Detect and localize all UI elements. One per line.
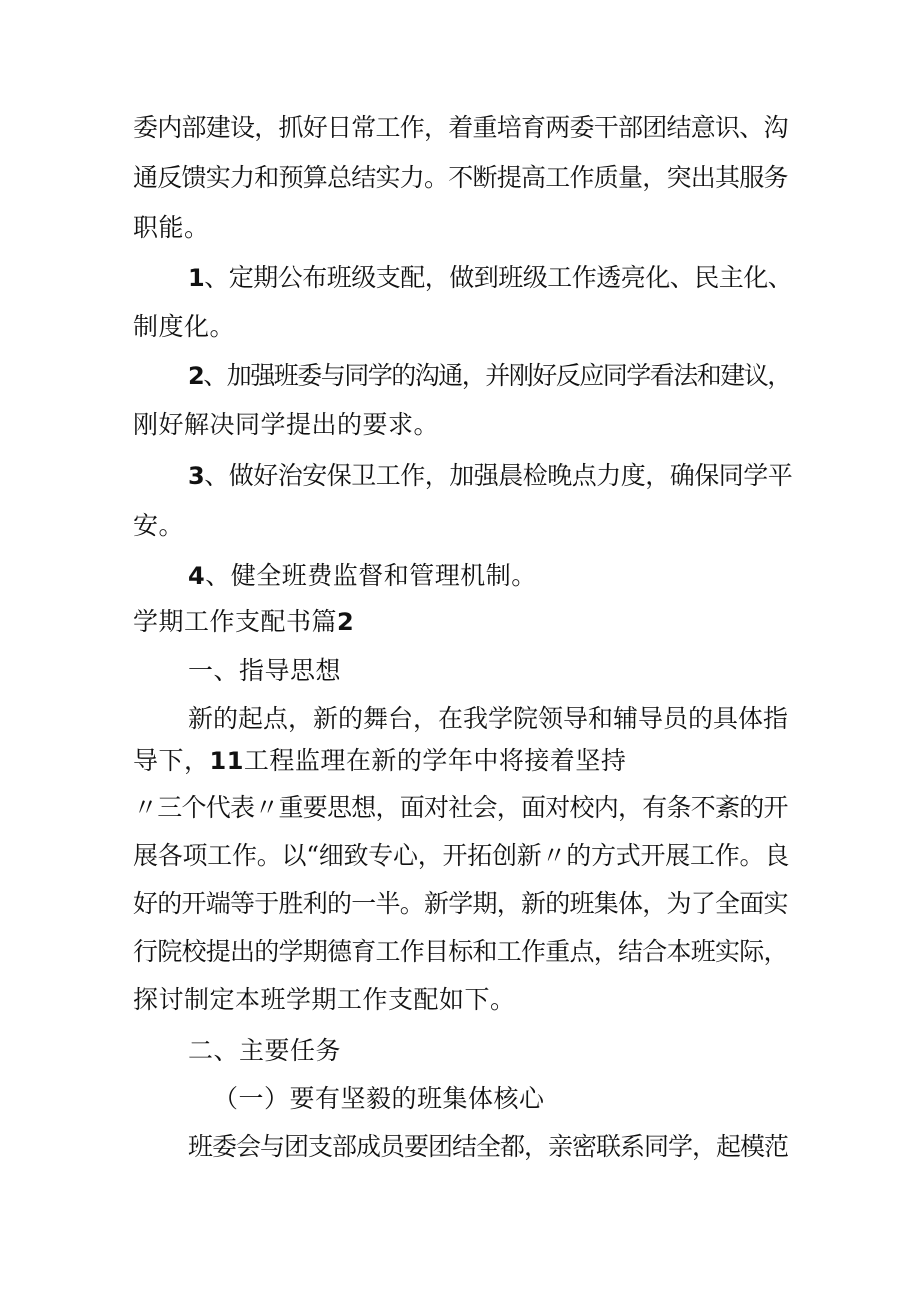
paragraph-line	[133, 410, 439, 440]
line-text: 职能。	[133, 213, 210, 242]
paragraph-line	[133, 163, 788, 193]
list-number: 1	[188, 264, 205, 292]
heading-text: 二、主要任务	[188, 1036, 342, 1065]
line-text: 、定期公布班级支配，做到班级工作透亮化、民主化、	[204, 263, 793, 292]
list-number: 4	[188, 562, 206, 590]
list-item-2	[188, 361, 791, 391]
line-text: 、做好治安保卫工作，加强晨检晚点力度，确保同学平	[204, 461, 793, 490]
paragraph-line	[133, 889, 788, 919]
line-text: 安。	[133, 511, 185, 540]
heading-number: 2	[337, 608, 355, 636]
inline-number: 11	[209, 747, 244, 775]
line-text: 委内部建设，抓好日常工作，着重培育两委干部团结意识、沟	[133, 113, 788, 142]
heading-text: 一、指导思想	[188, 656, 342, 685]
paragraph-line	[188, 1132, 788, 1162]
line-text: 导下，	[133, 746, 210, 775]
paragraph-line	[133, 937, 788, 967]
line-text: 新的起点，新的舞台，在我学院领导和辅导员的具体指	[188, 704, 789, 733]
line-text: 通反馈实力和预算总结实力。不断提高工作质量，突出其服务	[133, 163, 788, 192]
subheading-guiding-thought	[188, 656, 341, 686]
list-item-4	[188, 561, 537, 591]
paragraph-line	[133, 841, 789, 871]
line-text: 探讨制定本班学期工作支配如下。	[133, 985, 516, 1014]
list-number: 2	[188, 362, 204, 390]
line-text: 班委会与团支部成员要团结全都，亲密联系同学，起模范	[188, 1132, 789, 1161]
section-heading	[133, 607, 354, 637]
line-text: 刚好解决同学提出的要求。	[133, 410, 440, 439]
paragraph-line	[133, 113, 788, 143]
line-text: 、加强班委与同学的沟通，并刚好反应同学看法和建议，	[203, 361, 791, 390]
line-text: 〃三个代表〃重要思想，面对社会，面对校内，有条不紊的开	[133, 793, 788, 822]
line-text: 制度化。	[133, 312, 236, 341]
paragraph-line	[133, 213, 210, 243]
line-text: 工程监理在新的学年中将接着坚持	[243, 746, 627, 775]
line-text: 行院校提出的学期德育工作目标和工作重点，结合本班实际，	[133, 937, 788, 966]
list-item-3	[188, 461, 792, 491]
line-text: 好的开端等于胜利的一半。新学期，新的班集体，为了全面实	[133, 889, 788, 918]
line-text: 展各项工作。以“细致专心，开拓创新〃的方式开展工作。良	[133, 841, 790, 870]
list-number: 3	[188, 462, 205, 490]
paragraph-line	[133, 511, 184, 541]
heading-text: 学期工作支配书篇	[133, 607, 338, 636]
subheading-main-tasks	[188, 1036, 341, 1066]
paragraph-line	[133, 985, 516, 1015]
line-text: 、健全班费监督和管理机制。	[205, 561, 537, 590]
heading-text: （一）要有坚毅的班集体核心	[213, 1084, 545, 1113]
paragraph-line	[133, 793, 788, 823]
paragraph-line	[133, 746, 626, 776]
subheading-class-core	[213, 1084, 545, 1114]
paragraph-line	[133, 312, 235, 342]
list-item-1	[188, 263, 792, 293]
paragraph-line	[188, 704, 788, 734]
